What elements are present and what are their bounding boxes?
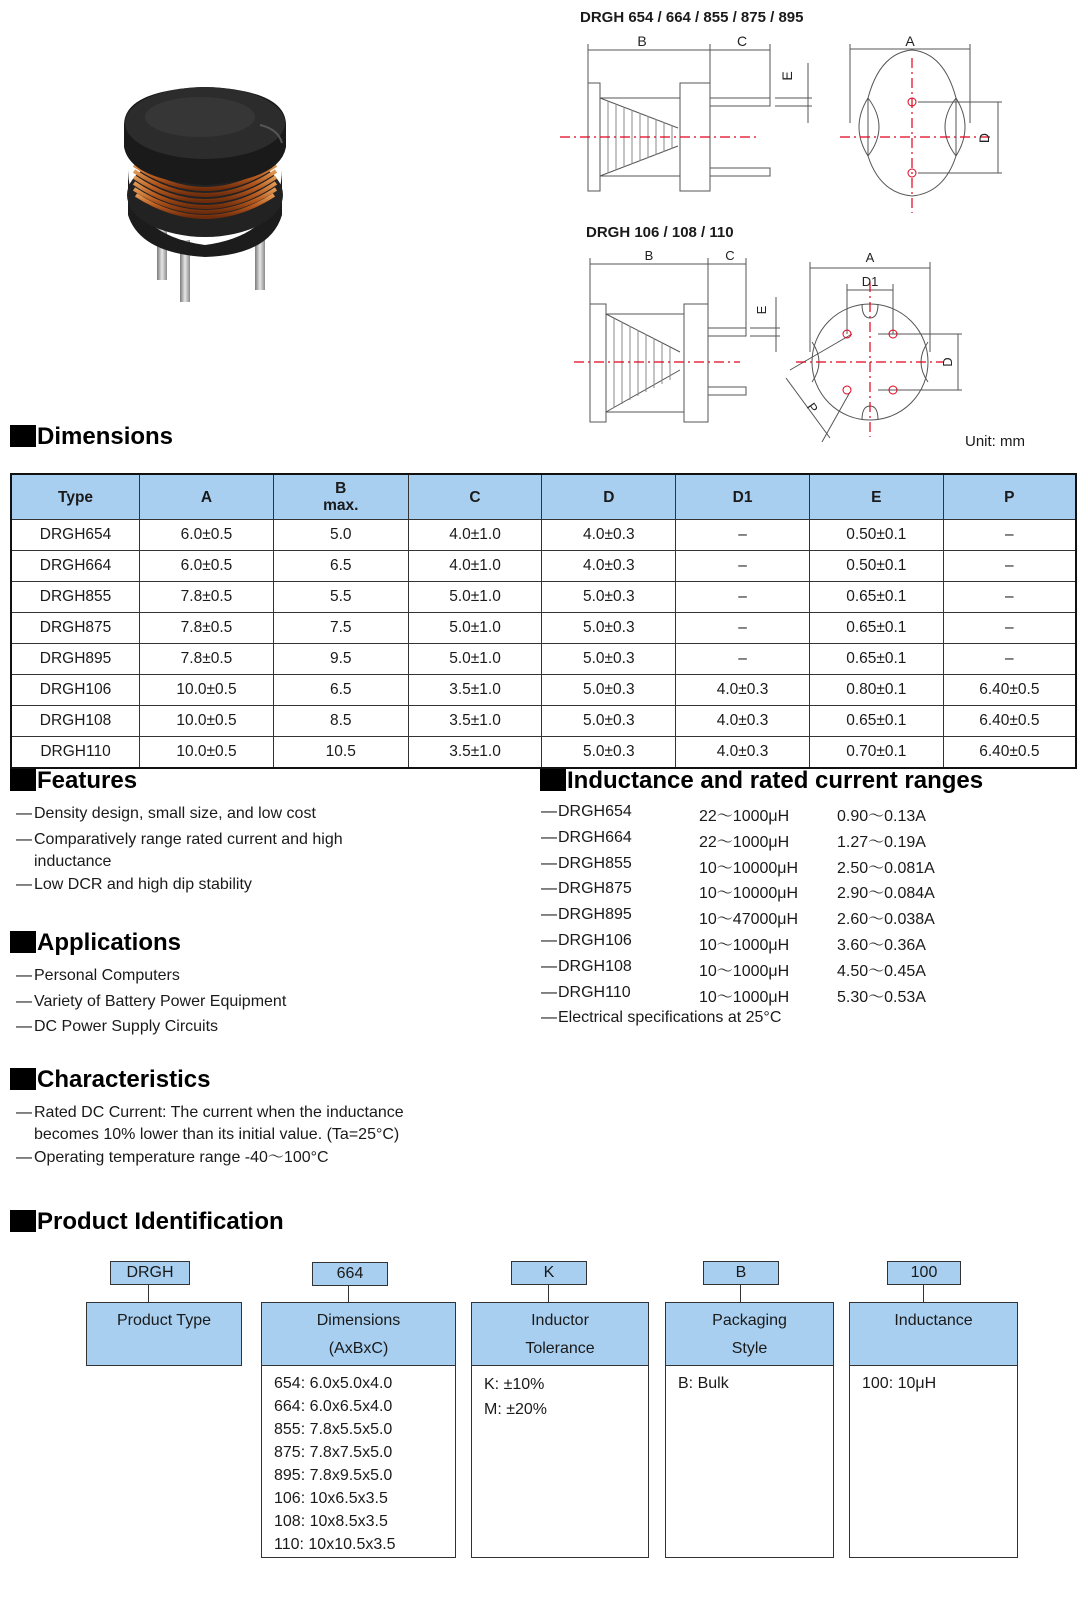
table-row: [11, 706, 1076, 737]
table-cell: 4.0±1.0: [408, 520, 542, 551]
characteristics-heading: Characteristics: [10, 1066, 210, 1094]
tolerance-box: [471, 1302, 649, 1558]
inductance-range: 10～10000μH: [699, 860, 799, 877]
table-cell: 4.0±0.3: [676, 706, 810, 737]
table-cell: 5.0±1.0: [408, 582, 542, 613]
diagram2-title: DRGH 106 / 108 / 110: [586, 224, 734, 241]
feature-item: — Density design, small size, and low cost: [16, 805, 316, 822]
diagram2-label-c: C: [725, 248, 735, 263]
dimensions-code-box: [261, 1302, 456, 1558]
column-header: E: [809, 474, 943, 520]
table-cell: 10.0±0.5: [140, 706, 274, 737]
inductance-type: —DRGH855: [541, 855, 632, 872]
table-cell: 4.0±0.3: [542, 551, 676, 582]
table-cell: 9.5: [273, 644, 408, 675]
code-inductance: 100: [887, 1261, 961, 1285]
table-cell: 0.70±0.1: [809, 737, 943, 769]
heading-square-icon: [10, 1068, 36, 1090]
rated-current: 2.50～0.081A: [837, 860, 935, 877]
table-cell: DRGH895: [11, 644, 140, 675]
diagram2-label-e: E: [754, 305, 769, 315]
inductance-heading: Inductance and rated current ranges: [540, 767, 983, 795]
diagram1-title: DRGH 654 / 664 / 855 / 875 / 895: [580, 9, 804, 26]
connector-line: [740, 1284, 741, 1302]
diagram2-label-d: D: [940, 357, 955, 367]
code-packaging: B: [703, 1261, 779, 1285]
table-cell: 0.65±0.1: [809, 613, 943, 644]
column-header: C: [408, 474, 542, 520]
table-cell: 5.0±1.0: [408, 644, 542, 675]
rated-current: 4.50～0.45A: [837, 963, 926, 980]
diagram1-label-d: D: [976, 132, 992, 144]
heading-square-icon: [540, 769, 566, 791]
diagram2-label-d1: D1: [861, 274, 879, 289]
diagram2-drawing: [560, 242, 980, 442]
features-heading: Features: [10, 767, 137, 795]
inductance-range: 22～1000μH: [699, 834, 790, 851]
code-product-type: DRGH: [110, 1261, 190, 1285]
tolerance-header: Inductor Tolerance: [472, 1303, 648, 1366]
table-cell: 10.5: [273, 737, 408, 769]
table-row: [11, 675, 1076, 706]
rated-current: 2.60～0.038A: [837, 911, 935, 928]
connector-line: [548, 1284, 549, 1302]
table-cell: –: [943, 551, 1076, 582]
column-header: A: [140, 474, 274, 520]
rated-current: 0.90～0.13A: [837, 808, 926, 825]
inductance-range: 10～10000μH: [699, 885, 799, 902]
table-cell: –: [676, 644, 810, 675]
inductance-type: —DRGH654: [541, 803, 632, 820]
table-cell: 5.0±0.3: [542, 582, 676, 613]
inductance-range: 22～1000μH: [699, 808, 790, 825]
table-cell: DRGH855: [11, 582, 140, 613]
diagram1-label-a: A: [905, 33, 915, 49]
connector-line: [923, 1284, 924, 1302]
inductance-type: —DRGH895: [541, 906, 632, 923]
product-type-header: Product Type: [87, 1303, 241, 1365]
table-cell: 6.5: [273, 675, 408, 706]
diagram1-label-b: B: [637, 33, 647, 49]
table-row: [11, 737, 1076, 769]
inductor-product-photo: [110, 85, 300, 305]
table-cell: 7.5: [273, 613, 408, 644]
table-cell: 5.0±0.3: [542, 675, 676, 706]
dimensions-table: [10, 473, 1077, 769]
packaging-list: B: Bulk: [678, 1375, 729, 1392]
diagram1-drawing: [550, 28, 1030, 218]
table-cell: 5.0±0.3: [542, 613, 676, 644]
table-cell: –: [943, 582, 1076, 613]
connector-line: [348, 1285, 349, 1302]
table-cell: 6.0±0.5: [140, 551, 274, 582]
inductance-type: —DRGH664: [541, 829, 632, 846]
column-header: Type: [11, 474, 140, 520]
table-cell: –: [943, 520, 1076, 551]
table-row: [11, 520, 1076, 551]
table-cell: 5.0±1.0: [408, 613, 542, 644]
table-cell: 7.8±0.5: [140, 644, 274, 675]
table-cell: 5.0±0.3: [542, 644, 676, 675]
code-tolerance: K: [511, 1261, 587, 1285]
diagram1-label-c: C: [736, 33, 748, 49]
spec-note: —Electrical specifications at 25°C: [541, 1009, 782, 1026]
table-cell: DRGH110: [11, 737, 140, 769]
column-header: D1: [676, 474, 810, 520]
diagram2-label-b: B: [644, 248, 654, 263]
rated-current: 1.27～0.19A: [837, 834, 926, 851]
table-cell: 7.8±0.5: [140, 613, 274, 644]
column-header: B max.: [273, 474, 408, 520]
diagram2-label-p: P: [803, 399, 822, 416]
table-cell: –: [676, 520, 810, 551]
dimensions-code-list: 654: 6.0x5.0x4.0 664: 6.0x6.5x4.0 855: 7.8x5.5x5.0 875: 7.8x7.5x5.0 895: 7.8x9.5x5.0 106: 10x6.5x3.5 108: 10x8.5x3.5 110: 10x10.5x3.5: [274, 1375, 396, 1553]
table-cell: 4.0±1.0: [408, 551, 542, 582]
table-cell: 0.65±0.1: [809, 706, 943, 737]
rated-current: 5.30～0.53A: [837, 989, 926, 1006]
feature-item: — Comparatively range rated current and high: [16, 831, 343, 848]
application-item: — Variety of Battery Power Equipment: [16, 993, 287, 1010]
inductance-range: 10～1000μH: [699, 989, 790, 1006]
table-cell: 0.50±0.1: [809, 520, 943, 551]
tolerance-list: K: ±10% M: ±20%: [484, 1376, 548, 1418]
table-cell: DRGH654: [11, 520, 140, 551]
table-cell: 3.5±1.0: [408, 675, 542, 706]
table-cell: 5.5: [273, 582, 408, 613]
characteristic-item-continued: becomes 10% lower than its initial value. (Ta=25°C): [34, 1126, 400, 1143]
table-cell: –: [676, 551, 810, 582]
table-cell: 10.0±0.5: [140, 675, 274, 706]
product-type-box: [86, 1302, 242, 1366]
table-cell: 4.0±0.3: [676, 675, 810, 706]
rated-current: 2.90～0.084A: [837, 885, 935, 902]
product-identification-heading: Product Identification: [10, 1208, 284, 1236]
table-cell: 6.40±0.5: [943, 737, 1076, 769]
table-cell: 6.40±0.5: [943, 675, 1076, 706]
unit-label: Unit: mm: [965, 433, 1025, 450]
inductance-code-list: 100: 10μH: [862, 1375, 937, 1392]
table-cell: 6.40±0.5: [943, 706, 1076, 737]
table-cell: 0.65±0.1: [809, 644, 943, 675]
table-row: [11, 551, 1076, 582]
inductance-code-box: [849, 1302, 1018, 1558]
diagram2-label-a: A: [865, 250, 875, 265]
application-item: — Personal Computers: [16, 967, 180, 984]
table-row: [11, 613, 1076, 644]
table-cell: 6.5: [273, 551, 408, 582]
inductance-type: —DRGH108: [541, 958, 632, 975]
inductance-range: 10～47000μH: [699, 911, 799, 928]
table-cell: 5.0±0.3: [542, 737, 676, 769]
feature-item-continued: inductance: [34, 853, 112, 870]
table-cell: 10.0±0.5: [140, 737, 274, 769]
table-cell: 7.8±0.5: [140, 582, 274, 613]
table-cell: 0.65±0.1: [809, 582, 943, 613]
table-cell: DRGH106: [11, 675, 140, 706]
table-cell: –: [676, 613, 810, 644]
packaging-box: [665, 1302, 834, 1558]
inductance-type: —DRGH106: [541, 932, 632, 949]
column-header: P: [943, 474, 1076, 520]
inductance-range: 10～1000μH: [699, 963, 790, 980]
table-cell: 3.5±1.0: [408, 737, 542, 769]
application-item: — DC Power Supply Circuits: [16, 1018, 219, 1035]
table-cell: 3.5±1.0: [408, 706, 542, 737]
characteristic-item: — Rated DC Current: The current when the inductance: [16, 1104, 404, 1121]
inductance-type: —DRGH110: [541, 984, 631, 1001]
table-cell: DRGH108: [11, 706, 140, 737]
column-header: D: [542, 474, 676, 520]
dimensions-heading: Dimensions: [10, 423, 173, 451]
heading-square-icon: [10, 769, 36, 791]
table-cell: –: [943, 644, 1076, 675]
table-row: [11, 582, 1076, 613]
heading-square-icon: [10, 1210, 36, 1232]
table-cell: –: [943, 613, 1076, 644]
table-row: [11, 644, 1076, 675]
table-cell: 4.0±0.3: [542, 520, 676, 551]
table-cell: DRGH875: [11, 613, 140, 644]
inductance-type: —DRGH875: [541, 880, 632, 897]
dimensions-code-header: Dimensions (AxBxC): [262, 1303, 455, 1366]
inductance-code-header: Inductance: [850, 1303, 1017, 1366]
characteristic-item: — Operating temperature range -40～100°C: [16, 1149, 329, 1166]
table-cell: 0.80±0.1: [809, 675, 943, 706]
feature-item: — Low DCR and high dip stability: [16, 876, 252, 893]
table-cell: 6.0±0.5: [140, 520, 274, 551]
rated-current: 3.60～0.36A: [837, 937, 926, 954]
applications-heading: Applications: [10, 929, 181, 957]
table-cell: DRGH664: [11, 551, 140, 582]
inductance-range: 10～1000μH: [699, 937, 790, 954]
code-dimensions: 664: [312, 1262, 388, 1286]
heading-square-icon: [10, 425, 36, 447]
connector-line: [148, 1284, 149, 1302]
table-cell: 0.50±0.1: [809, 551, 943, 582]
packaging-header: Packaging Style: [666, 1303, 833, 1366]
table-cell: 8.5: [273, 706, 408, 737]
table-cell: 5.0±0.3: [542, 706, 676, 737]
table-cell: –: [676, 582, 810, 613]
table-cell: 4.0±0.3: [676, 737, 810, 769]
heading-square-icon: [10, 931, 36, 953]
table-cell: 5.0: [273, 520, 408, 551]
diagram1-label-e: E: [779, 71, 795, 81]
